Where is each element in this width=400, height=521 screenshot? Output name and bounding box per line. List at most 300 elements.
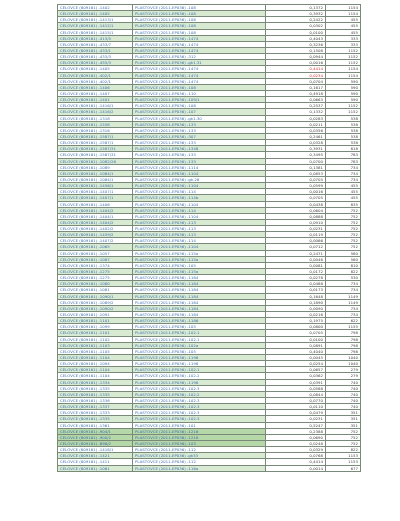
value-cell: 0,4414	[266, 459, 326, 465]
material-cell: PLASTOVCE (2011-EP036) -108	[133, 85, 266, 91]
value-cell: 0,3236	[266, 42, 326, 48]
parcel-code-cell: CELOVCE (809161) -1459/2	[58, 232, 133, 238]
material-cell: PLASTOVCE (2011-EP036) -133	[133, 140, 266, 146]
parcel-code-cell: CELOVCE (809161) -1318	[58, 116, 133, 122]
parcel-code-cell: CELOVCE (809161) -1415/1	[58, 30, 133, 36]
parcel-code-cell: CELOVCE (809161) -1333	[58, 410, 133, 416]
parcel-code-cell: CELOVCE (809161) -1103	[58, 343, 133, 349]
parcel-code-cell: CELOVCE (809161) -1418/1	[58, 447, 133, 453]
parcel-code-cell: CELOVCE (809161) -1407/1	[58, 195, 133, 201]
material-cell: PLASTOVCE (2011-EP036) -112	[133, 447, 266, 453]
material-cell: PLASTOVCE (2011-EP036) -101	[133, 423, 266, 429]
material-cell: PLASTOVCE (2011-EP036) -1184	[133, 312, 266, 318]
qty-cell: 752	[326, 214, 361, 220]
value-cell: 0,0663	[266, 97, 326, 103]
material-cell: PLASTOVCE (2011-EP036) -105	[133, 263, 266, 269]
qty-cell: 752	[326, 441, 361, 447]
material-cell: PLASTOVCE (2011-EP036) -133	[133, 128, 266, 134]
value-cell: 0,5247	[266, 423, 326, 429]
material-cell: PLASTOVCE (2011-EP036) -115a	[133, 257, 266, 263]
value-cell: 0,1372	[266, 5, 326, 11]
table-row	[58, 466, 361, 472]
qty-cell: 734	[326, 312, 361, 318]
value-cell: 0,0479	[266, 410, 326, 416]
material-cell: PLASTOVCE (2011-EP036) -115a	[133, 251, 266, 257]
parcel-code-cell: CELOVCE (809161) -433/1	[58, 48, 133, 54]
qty-cell: 351	[326, 416, 361, 422]
qty-cell: 835	[326, 202, 361, 208]
material-cell: PLASTOVCE (2011-EP036) -1474	[133, 36, 266, 42]
material-cell: PLASTOVCE (2011-EP036) -114b	[133, 195, 266, 201]
value-cell: 0,4040	[266, 349, 326, 355]
qty-cell: 798	[326, 337, 361, 343]
qty-cell: 530	[326, 275, 361, 281]
parcel-code-cell: CELOVCE (809161) -1407	[58, 91, 133, 97]
qty-cell: 279	[326, 367, 361, 373]
material-cell: PLASTOVCE (2011-EP036) -gk1.31	[133, 60, 266, 66]
value-cell: 0,0599	[266, 183, 326, 189]
material-cell: PLASTOVCE (2011-EP036) -108	[133, 103, 266, 109]
material-cell: PLASTOVCE (2011-EP036) -113	[133, 220, 266, 226]
parcel-code-cell: CELOVCE (809161) -1335	[58, 392, 133, 398]
parcel-code-cell: CELOVCE (809161) -1337	[58, 404, 133, 410]
qty-cell: 1040	[326, 355, 361, 361]
value-cell: 0,2388	[266, 429, 326, 435]
material-cell: PLASTOVCE (2011-EP036) -102a	[133, 343, 266, 349]
qty-cell: 752	[326, 244, 361, 250]
value-cell: 0,0891	[266, 343, 326, 349]
qty-cell: 783	[326, 152, 361, 158]
material-cell: PLASTOVCE (2011-EP036) -133	[133, 152, 266, 158]
qty-cell: 677	[326, 466, 361, 472]
parcel-code-cell: CELOVCE (809161) -1335	[58, 386, 133, 392]
material-cell: PLASTOVCE (2011-EP036) -1104	[133, 171, 266, 177]
material-cell: PLASTOVCE (2011-EP036) -312	[133, 54, 266, 60]
parcel-code-cell: CELOVCE (809161) -1275	[58, 275, 133, 281]
parcel-code-cell: CELOVCE (809161) -1404/2	[58, 220, 133, 226]
qty-cell: 1154	[326, 11, 361, 17]
value-cell: 0,1975	[266, 318, 326, 324]
value-cell: 0,1508	[266, 48, 326, 54]
value-cell: 0,0100	[266, 337, 326, 343]
value-cell: 0,0657	[266, 367, 326, 373]
qty-cell: 752	[326, 429, 361, 435]
material-cell: PLASTOVCE (2011-EP036) -114	[133, 238, 266, 244]
value-cell: 0,0362	[266, 373, 326, 379]
parcel-code-cell: CELOVCE (809161) -1416/2	[58, 109, 133, 115]
qty-cell: 734	[326, 177, 361, 183]
qty-cell: 455	[326, 189, 361, 195]
qty-cell: 590	[326, 85, 361, 91]
parcel-code-cell: CELOVCE (809161) -1104	[58, 367, 133, 373]
parcel-code-cell: CELOVCE (809161) -1407/2	[58, 238, 133, 244]
parcel-code-cell: CELOVCE (809161) -1090/1	[58, 294, 133, 300]
qty-cell: 538	[326, 116, 361, 122]
parcel-code-cell: CELOVCE (809161) -1275	[58, 269, 133, 275]
qty-cell: 818	[326, 146, 361, 152]
value-cell: 0,0302	[266, 23, 326, 29]
parcel-code-cell: CELOVCE (809161) -1406	[58, 85, 133, 91]
value-cell: 0,0016	[266, 60, 326, 66]
parcel-code-cell: CELOVCE (809161) -1084/1	[58, 177, 133, 183]
material-cell: PLASTOVCE (2011-EP036) -1216	[133, 429, 266, 435]
qty-cell: 1152	[326, 48, 361, 54]
value-cell: 0,0234	[266, 73, 326, 79]
parcel-code-cell: CELOVCE (809161) -1104	[58, 373, 133, 379]
value-cell: 0,0254	[266, 361, 326, 367]
parcel-code-cell: CELOVCE (809161) -1089/2	[58, 300, 133, 306]
value-cell: 0,0016	[266, 189, 326, 195]
qty-cell: 734	[326, 287, 361, 293]
material-cell: PLASTOVCE (2011-EP036) -102.2	[133, 373, 266, 379]
data-table	[57, 4, 361, 472]
qty-cell: 580	[326, 251, 361, 257]
value-cell: 0,0488	[266, 281, 326, 287]
parcel-code-cell: CELOVCE (809161) -1102	[58, 337, 133, 343]
qty-cell: 783	[326, 159, 361, 165]
qty-cell: 740	[326, 380, 361, 386]
material-cell: PLASTOVCE (2011-EP036) -1184	[133, 306, 266, 312]
material-cell: PLASTOVCE (2011-EP036) -1104	[133, 202, 266, 208]
material-cell: PLASTOVCE (2011-EP036) -105	[133, 349, 266, 355]
value-cell: 0,0853	[266, 171, 326, 177]
qty-cell: 590	[326, 79, 361, 85]
qty-cell: 538	[326, 128, 361, 134]
value-cell: 0,0704	[266, 79, 326, 85]
material-cell: PLASTOVCE (2011-EP036) -gk33	[133, 453, 266, 459]
value-cell: 0,0066	[266, 238, 326, 244]
qty-cell: 734	[326, 306, 361, 312]
qty-cell: 455	[326, 183, 361, 189]
qty-cell: 798	[326, 343, 361, 349]
value-cell: 0,0588	[266, 386, 326, 392]
parcel-code-cell: CELOVCE (809161) -1084/1	[58, 171, 133, 177]
value-cell: 0,0329	[266, 447, 326, 453]
material-cell: PLASTOVCE (2011-EP036) -108	[133, 17, 266, 23]
value-cell: 0,0110	[266, 404, 326, 410]
parcel-code-cell: CELOVCE (809161) -1406	[58, 202, 133, 208]
qty-cell: 734	[326, 165, 361, 171]
qty-cell: 1149	[326, 294, 361, 300]
parcel-code-cell: CELOVCE (809161) -900/2	[58, 435, 133, 441]
parcel-code-cell: CELOVCE (809161) -1402	[58, 5, 133, 11]
qty-cell: 1153	[326, 453, 361, 459]
material-cell: PLASTOVCE (2011-EP036) -108	[133, 11, 266, 17]
parcel-code-cell: CELOVCE (809161) -1412/1	[58, 23, 133, 29]
qty-cell: 1040	[326, 361, 361, 367]
material-cell: PLASTOVCE (2011-EP036) -1104	[133, 183, 266, 189]
value-cell: 0,0768	[266, 453, 326, 459]
value-cell: 0,0356	[266, 128, 326, 134]
qty-cell: 622	[326, 318, 361, 324]
qty-cell: 752	[326, 238, 361, 244]
qty-cell: 1152	[326, 54, 361, 60]
material-cell: PLASTOVCE (2011-EP036) -102.1	[133, 367, 266, 373]
parcel-code-cell: CELOVCE (809161) -1091	[58, 312, 133, 318]
material-cell: PLASTOVCE (2011-EP036) -102.3	[133, 404, 266, 410]
value-cell: 0,4414	[266, 66, 326, 72]
parcel-code-cell: CELOVCE (809161) -1082/26	[58, 159, 133, 165]
value-cell: 0,0944	[266, 54, 326, 60]
material-cell: PLASTOVCE (2011-EP036) -1474	[133, 73, 266, 79]
value-cell: 0,0211	[266, 122, 326, 128]
value-cell: 0,0172	[266, 269, 326, 275]
material-cell: PLASTOVCE (2011-EP036) -307	[133, 134, 266, 140]
value-cell: 0,0081	[266, 263, 326, 269]
qty-cell: 333	[326, 42, 361, 48]
qty-cell: 455	[326, 30, 361, 36]
parcel-code-cell: CELOVCE (809161) -1316	[58, 128, 133, 134]
value-cell: 0,3495	[266, 152, 326, 158]
parcel-code-cell: CELOVCE (809161) -1405	[58, 66, 133, 72]
value-cell: 0,0090	[266, 306, 326, 312]
value-cell: 0,1890	[266, 300, 326, 306]
material-cell: PLASTOVCE (2011-EP036) -1184	[133, 281, 266, 287]
material-cell: PLASTOVCE (2011-EP036) -1474	[133, 66, 266, 72]
material-cell: PLASTOVCE (2011-EP036) -1474	[133, 48, 266, 54]
qty-cell: 798	[326, 349, 361, 355]
value-cell: 0,0391	[266, 380, 326, 386]
parcel-code-cell: CELOVCE (809161) -1105	[58, 349, 133, 355]
material-cell: PLASTOVCE (2011-EP036) -1216	[133, 435, 266, 441]
material-cell: PLASTOVCE (2011-EP036) -102.3	[133, 398, 266, 404]
value-cell: 0,2461	[266, 134, 326, 140]
parcel-code-cell: CELOVCE (809161) -1405	[58, 11, 133, 17]
material-cell: PLASTOVCE (2011-EP036) -109/1	[133, 97, 266, 103]
qty-cell: 538	[326, 134, 361, 140]
value-cell: 0,0216	[266, 312, 326, 318]
parcel-code-cell: CELOVCE (809161) -1104	[58, 355, 133, 361]
material-cell: PLASTOVCE (2011-EP036) -113	[133, 226, 266, 232]
material-cell: PLASTOVCE (2011-EP036) -102.3	[133, 410, 266, 416]
qty-cell: 538	[326, 140, 361, 146]
qty-cell: 1154	[326, 5, 361, 11]
parcel-code-cell: CELOVCE (809161) -1089	[58, 165, 133, 171]
parcel-code-cell: CELOVCE (809161) -1094	[58, 361, 133, 367]
qty-cell: 822	[326, 269, 361, 275]
material-cell: PLASTOVCE (2011-EP036) -gk.28	[133, 177, 266, 183]
qty-cell: 752	[326, 220, 361, 226]
material-cell: PLASTOVCE (2011-EP036) -1198	[133, 355, 266, 361]
parcel-code-cell: CELOVCE (809161) -1587/31	[58, 152, 133, 158]
parcel-code-cell: CELOVCE (809161) -433/7	[58, 42, 133, 48]
value-cell: 0,3932	[266, 11, 326, 17]
parcel-code-cell: CELOVCE (809161) -1099	[58, 324, 133, 330]
material-cell: PLASTOVCE (2011-EP036) -1114	[133, 165, 266, 171]
qty-cell: 590	[326, 97, 361, 103]
parcel-code-cell: CELOVCE (809161) -1336	[58, 398, 133, 404]
qty-cell: 1149	[326, 300, 361, 306]
value-cell: 0,1381	[266, 165, 326, 171]
material-cell: PLASTOVCE (2011-EP036) -133	[133, 122, 266, 128]
parcel-code-cell: CELOVCE (809161) -413/5	[58, 36, 133, 42]
qty-cell: 1152	[326, 103, 361, 109]
material-cell: PLASTOVCE (2011-EP036) -1196	[133, 380, 266, 386]
qty-cell: 740	[326, 398, 361, 404]
qty-cell: 455	[326, 23, 361, 29]
material-cell: PLASTOVCE (2011-EP036) -1184	[133, 294, 266, 300]
material-cell: PLASTOVCE (2011-EP036) -114	[133, 208, 266, 214]
parcel-code-cell: CELOVCE (809161) -898/2	[58, 441, 133, 447]
material-cell: PLASTOVCE (2011-EP036) -110	[133, 91, 266, 97]
qty-cell: 740	[326, 386, 361, 392]
qty-cell: 351	[326, 410, 361, 416]
value-cell: 0,0690	[266, 435, 326, 441]
material-cell: PLASTOVCE (2011-EP036) -108	[133, 23, 266, 29]
value-cell: 0,0283	[266, 116, 326, 122]
parcel-code-cell: CELOVCE (809161) -1411	[58, 459, 133, 465]
parcel-code-cell: CELOVCE (809161) -1361	[58, 423, 133, 429]
material-cell: PLASTOVCE (2011-EP036) -102.3	[133, 416, 266, 422]
value-cell: 0,1617	[266, 85, 326, 91]
value-cell: 0,1648	[266, 294, 326, 300]
material-cell: PLASTOVCE (2011-EP036) -1104	[133, 244, 266, 250]
material-cell: PLASTOVCE (2011-EP036) -1104	[133, 214, 266, 220]
value-cell: 0,0604	[266, 208, 326, 214]
parcel-code-cell: CELOVCE (809161) -402/1	[58, 73, 133, 79]
qty-cell: 455	[326, 17, 361, 23]
value-cell: 0,0231	[266, 226, 326, 232]
parcel-code-cell: CELOVCE (809161) -1587/1	[58, 134, 133, 140]
parcel-code-cell: CELOVCE (809161) -1090/2	[58, 306, 133, 312]
parcel-code-cell: CELOVCE (809161) -1101	[58, 330, 133, 336]
material-cell: PLASTOVCE (2011-EP036) -1184	[133, 300, 266, 306]
value-cell: 0,0844	[266, 392, 326, 398]
parcel-code-cell: CELOVCE (809161) -1374	[58, 263, 133, 269]
qty-cell: 351	[326, 423, 361, 429]
parcel-code-cell: CELOVCE (809161) -1587/31	[58, 146, 133, 152]
qty-cell: 1155	[326, 324, 361, 330]
value-cell: 0,0770	[266, 398, 326, 404]
qty-cell: 752	[326, 208, 361, 214]
qty-cell: 752	[326, 226, 361, 232]
material-cell: PLASTOVCE (2011-EP036) -112	[133, 459, 266, 465]
qty-cell: 734	[326, 171, 361, 177]
value-cell: 0,0705	[266, 195, 326, 201]
value-cell: 0,0888	[266, 214, 326, 220]
material-cell: PLASTOVCE (2011-EP036) -1184	[133, 287, 266, 293]
qty-cell: 279	[326, 373, 361, 379]
qty-cell: 810	[326, 263, 361, 269]
value-cell: 0,0700	[266, 159, 326, 165]
value-cell: 0,4043	[266, 36, 326, 42]
value-cell: 0,0173	[266, 287, 326, 293]
value-cell: 0,2537	[266, 103, 326, 109]
material-cell: PLASTOVCE (2011-EP036) -gk1.30	[133, 116, 266, 122]
qty-cell: 740	[326, 392, 361, 398]
qty-cell: 734	[326, 281, 361, 287]
value-cell: 0,0910	[266, 220, 326, 226]
value-cell: 0,0705	[266, 330, 326, 336]
qty-cell: 1152	[326, 60, 361, 66]
parcel-code-cell: CELOVCE (809161) -1057	[58, 251, 133, 257]
value-cell: 0,0014	[266, 466, 326, 472]
value-cell: 0,1332	[266, 109, 326, 115]
parcel-code-cell: CELOVCE (809161) -1065	[58, 244, 133, 250]
qty-cell: 455	[326, 195, 361, 201]
material-cell: PLASTOVCE (2011-EP036) -108	[133, 5, 266, 11]
qty-cell: 798	[326, 330, 361, 336]
material-cell: PLASTOVCE (2011-EP036) -1474	[133, 79, 266, 85]
parcel-code-cell: CELOVCE (809161) -1061	[58, 466, 133, 472]
material-cell: PLASTOVCE (2011-EP036) -103	[133, 441, 266, 447]
qty-cell: 590	[326, 91, 361, 97]
qty-cell: 822	[326, 447, 361, 453]
parcel-code-cell: CELOVCE (809161) -433/3	[58, 54, 133, 60]
parcel-code-cell: CELOVCE (809161) -1421	[58, 453, 133, 459]
parcel-code-cell: CELOVCE (809161) -1401	[58, 97, 133, 103]
parcel-code-cell: CELOVCE (809161) -455/3	[58, 60, 133, 66]
material-cell: PLASTOVCE (2011-EP036) -102.3	[133, 386, 266, 392]
material-cell: PLASTOVCE (2011-EP036) -108	[133, 30, 266, 36]
material-cell: PLASTOVCE (2011-EP036) -113	[133, 232, 266, 238]
parcel-code-cell: CELOVCE (809161) -1587/1	[58, 140, 133, 146]
parcel-code-cell: CELOVCE (809161) -1101	[58, 318, 133, 324]
value-cell: 0,3931	[266, 146, 326, 152]
material-cell: PLASTOVCE (2011-EP036) -102.2	[133, 392, 266, 398]
material-cell: PLASTOVCE (2011-EP036) -1474	[133, 42, 266, 48]
material-cell: PLASTOVCE (2011-EP036) -105	[133, 324, 266, 330]
parcel-code-cell: CELOVCE (809161) -1087	[58, 257, 133, 263]
value-cell: 0,2422	[266, 17, 326, 23]
material-cell: PLASTOVCE (2011-EP036) -1198	[133, 361, 266, 367]
qty-cell: 333	[326, 36, 361, 42]
parcel-code-cell: CELOVCE (809161) -402/1	[58, 79, 133, 85]
material-cell: PLASTOVCE (2011-EP036) -1184	[133, 275, 266, 281]
parcel-code-cell: CELOVCE (809161) -904/1	[58, 429, 133, 435]
parcel-code-cell: CELOVCE (809161) -1404/1	[58, 214, 133, 220]
material-cell: PLASTOVCE (2011-EP036) -115a	[133, 269, 266, 275]
value-cell: 0,0278	[266, 275, 326, 281]
value-cell: 0,4918	[266, 91, 326, 97]
parcel-code-cell: CELOVCE (809161) -1413/1	[58, 17, 133, 23]
value-cell: 0,0119	[266, 232, 326, 238]
qty-cell: 538	[326, 122, 361, 128]
parcel-code-cell: CELOVCE (809161) -1335	[58, 416, 133, 422]
material-cell: PLASTOVCE (2011-EP036) -114	[133, 189, 266, 195]
value-cell: 0,0045	[266, 355, 326, 361]
material-cell: PLASTOVCE (2011-EP036) -102.1	[133, 337, 266, 343]
value-cell: 0,0248	[266, 441, 326, 447]
parcel-code-cell: CELOVCE (809161) -1407/1	[58, 189, 133, 195]
parcel-code-cell: CELOVCE (809161) -1416/1	[58, 103, 133, 109]
material-cell: PLASTOVCE (2011-EP036) -1348	[133, 146, 266, 152]
qty-cell: 580	[326, 257, 361, 263]
value-cell: 0,0712	[266, 244, 326, 250]
value-cell: 0,0100	[266, 30, 326, 36]
parcel-code-cell: CELOVCE (809161) -1404/2	[58, 208, 133, 214]
qty-cell: 752	[326, 435, 361, 441]
parcel-code-cell: CELOVCE (809161) -1081	[58, 287, 133, 293]
value-cell: 0,0328	[266, 140, 326, 146]
parcel-code-cell: CELOVCE (809161) -1402/2	[58, 226, 133, 232]
value-cell: 0,2471	[266, 251, 326, 257]
parcel-code-cell: CELOVCE (809161) -1334	[58, 380, 133, 386]
value-cell: 0,0046	[266, 257, 326, 263]
material-cell: PLASTOVCE (2011-EP036) -1186	[133, 318, 266, 324]
qty-cell: 1152	[326, 109, 361, 115]
qty-cell: 752	[326, 232, 361, 238]
material-cell: PLASTOVCE (2011-EP036) -102.1	[133, 330, 266, 336]
qty-cell: 1153	[326, 459, 361, 465]
material-cell: PLASTOVCE (2011-EP036) -133	[133, 159, 266, 165]
value-cell: 0,0438	[266, 202, 326, 208]
parcel-code-cell: CELOVCE (809161) -1558	[58, 122, 133, 128]
qty-cell: 740	[326, 404, 361, 410]
parcel-code-cell: CELOVCE (809161) -1080	[58, 281, 133, 287]
value-cell: 0,0231	[266, 416, 326, 422]
qty-cell: 1154	[326, 66, 361, 72]
